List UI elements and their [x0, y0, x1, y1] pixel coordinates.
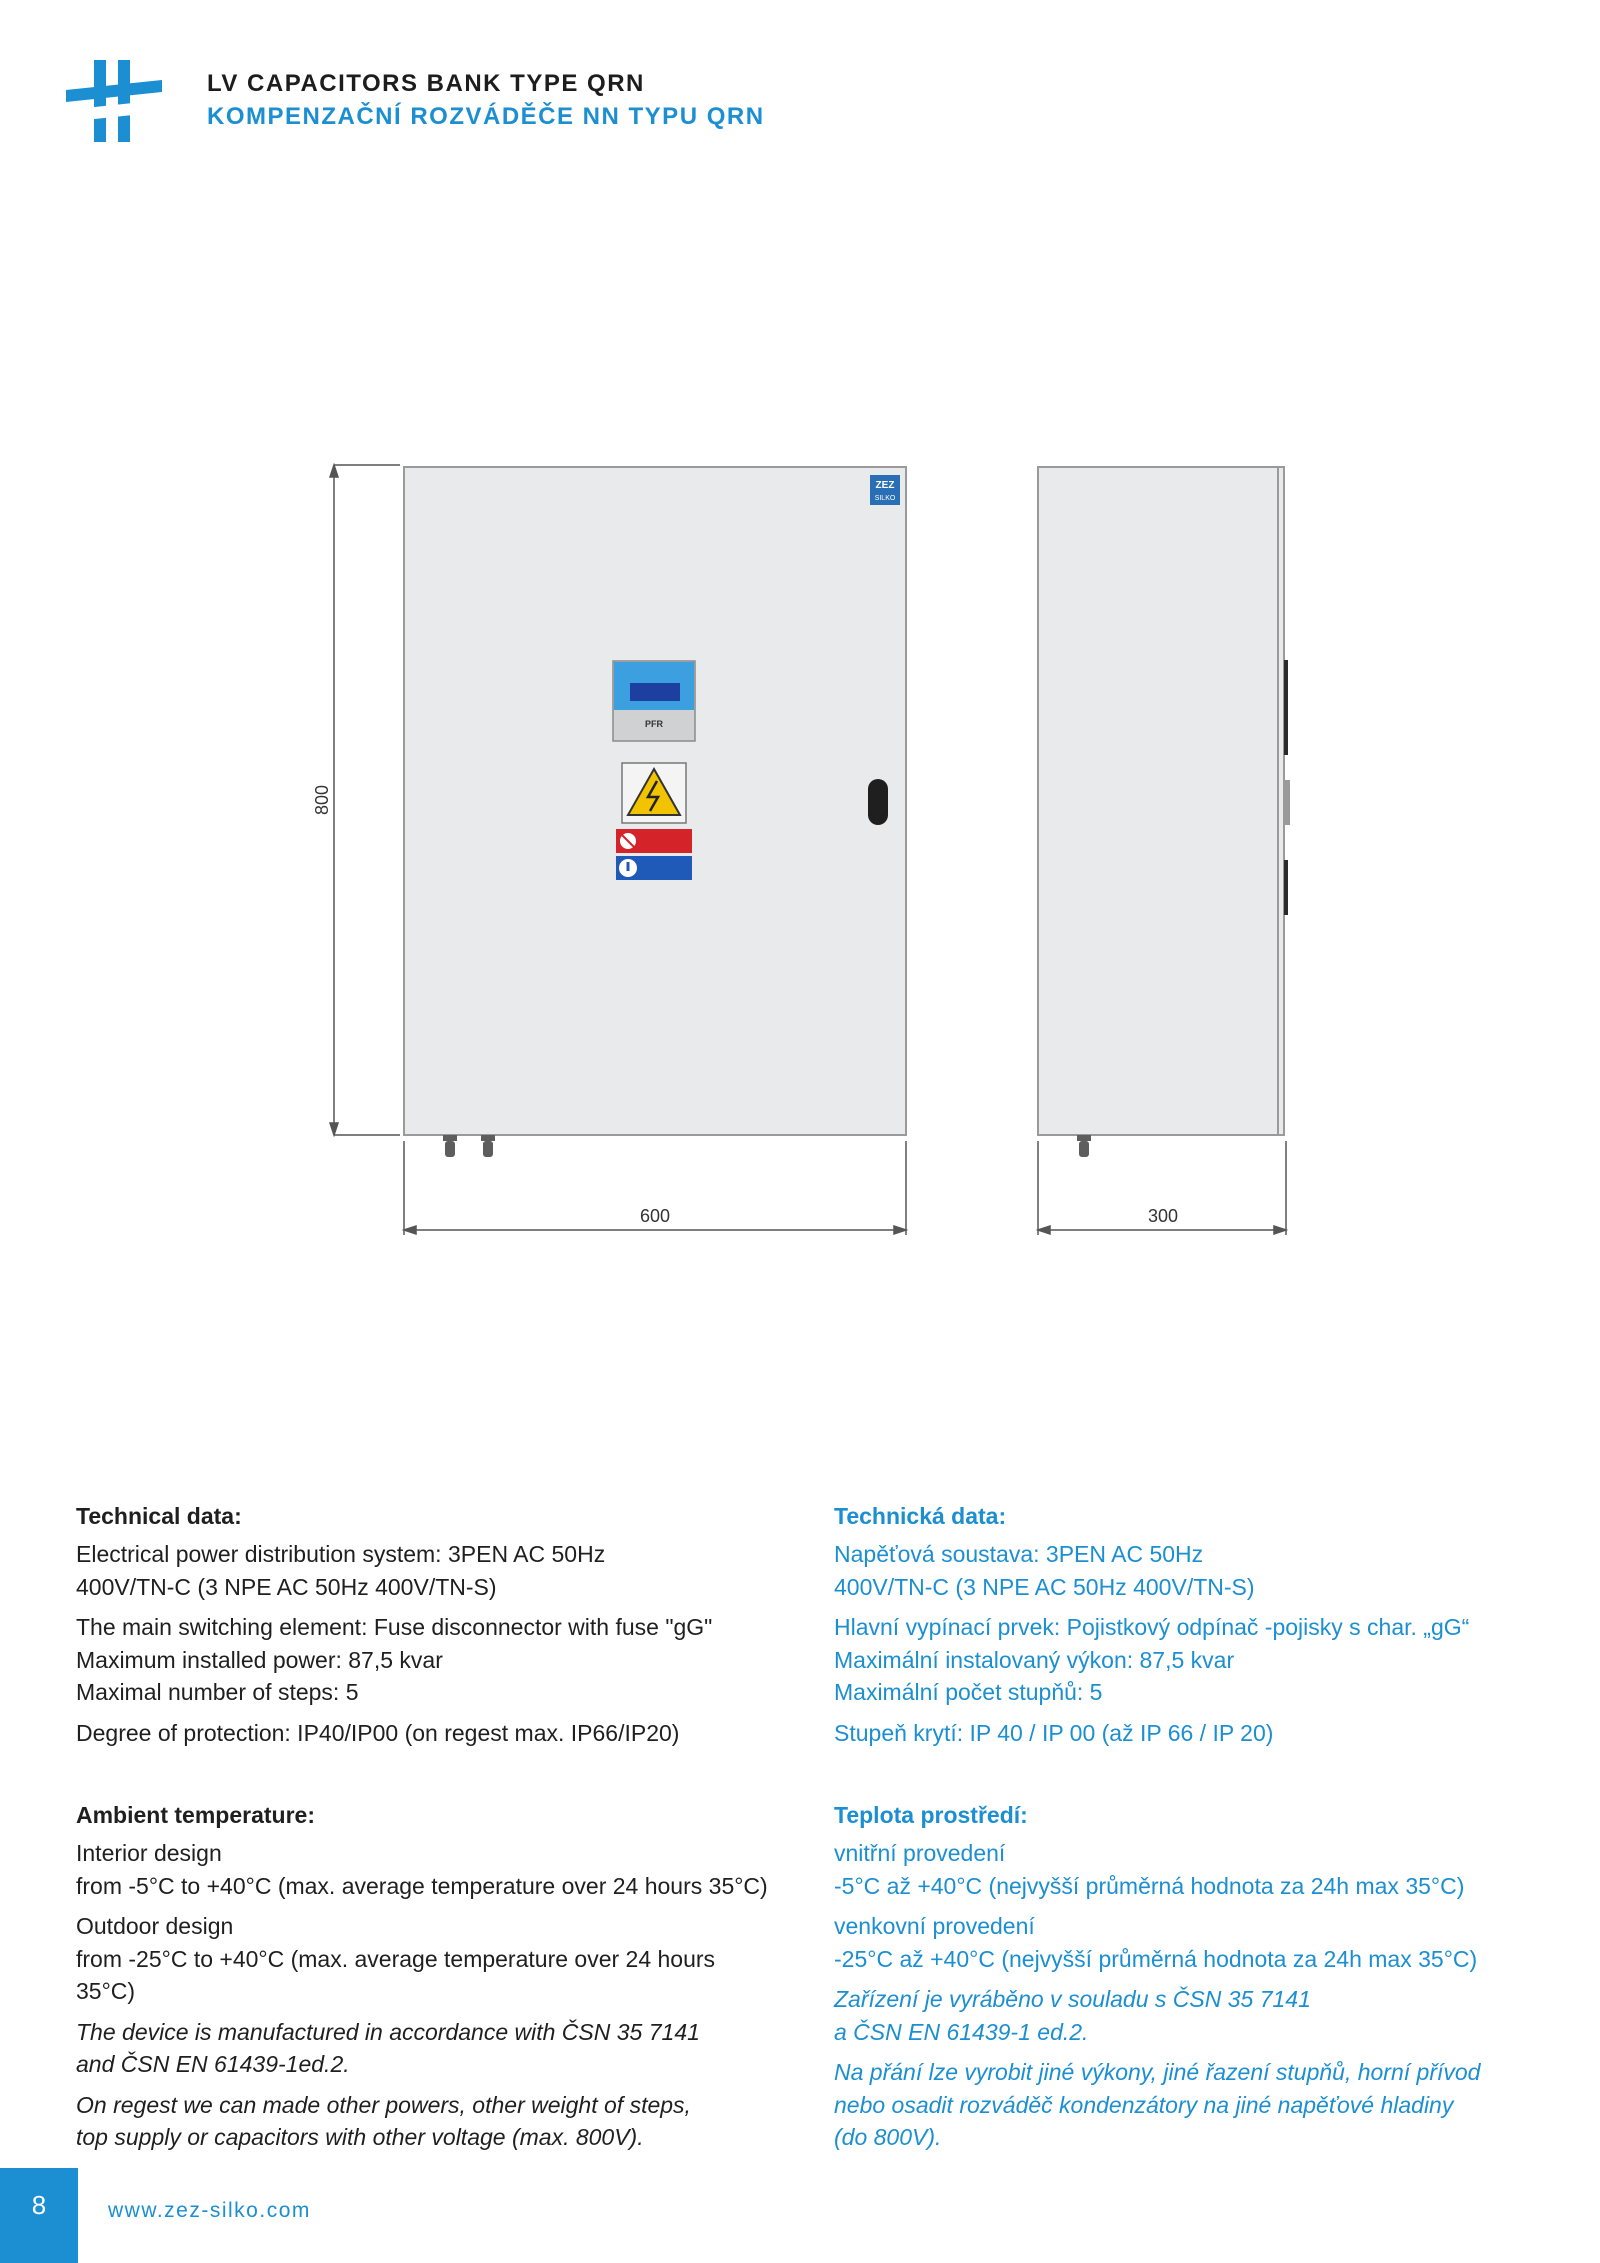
power-system-cz [834, 1538, 1574, 1603]
protection-en: Degree of protection: IP40/IP00 (on regest max. IP66/IP20) [76, 1719, 680, 1746]
outdoor-cz [834, 1910, 1574, 1975]
controller-label: PFR [645, 719, 663, 729]
outdoor-label-cz: venkovní provedení [834, 1913, 1035, 1939]
tech-heading-cz: Technická data: [834, 1503, 1007, 1529]
interior-en [76, 1837, 776, 1902]
request-en [76, 2089, 776, 2154]
cable-glands-front [443, 1135, 495, 1157]
czech-column [834, 1500, 1574, 2162]
standard-en-1: The device is manufactured in accordance with ČSN 35 7141 [76, 2018, 700, 2045]
tech-heading-en: Technical data: [76, 1503, 242, 1529]
request-cz-1: Na přání lze vyrobit jiné výkony, jiné řazení stupňů, horní přívod [834, 2059, 1481, 2085]
english-column [76, 1500, 776, 2162]
width-label: 600 [639, 1206, 671, 1226]
badge-line1: ZEZ [875, 480, 895, 491]
standard-en-2: and ČSN EN 61439-1ed.2. [76, 2051, 350, 2077]
standard-cz-1: Zařízení je vyráběno v souladu s ČSN 35 7141 [834, 1986, 1311, 2012]
interior-range-cz: -5°C až +40°C (nejvyšší průměrná hodnota za 24h max 35°C) [834, 1872, 1465, 1899]
interior-label-cz: vnitřní provedení [834, 1840, 1006, 1866]
standard-en [76, 2016, 776, 2081]
side-handle-profile [1284, 780, 1290, 825]
max-steps-cz: Maximální počet stupňů: 5 [834, 1679, 1103, 1705]
ambient-heading-cz: Teplota prostředí: [834, 1802, 1028, 1828]
outdoor-range-en: from -25°C to +40°C (max. average temperature over 24 hours 35°C) [76, 1945, 716, 2004]
company-logo [66, 60, 162, 142]
switching-en: The main switching element: Fuse disconnector with fuse "gG" [76, 1614, 713, 1640]
door-handle [868, 779, 888, 825]
height-label: 800 [312, 784, 332, 816]
request-cz [834, 2056, 1574, 2154]
ambient-heading-en: Ambient temperature: [76, 1802, 315, 1828]
request-en-2: top supply or capacitors with other voltage (max. 800V). [76, 2124, 644, 2150]
request-cz-2: nebo osadit rozváděč kondenzátory na jiné napěťové hladiny [834, 2091, 1454, 2118]
standard-cz-2: a ČSN EN 61439-1 ed.2. [834, 2018, 1089, 2045]
safety-label-blue [616, 856, 692, 880]
depth-label: 300 [1147, 1206, 1179, 1226]
power-system-cz-2: 400V/TN-C (3 NPE AC 50Hz 400V/TN-S) [834, 1573, 1255, 1600]
cabinet-side [1038, 467, 1284, 1135]
badge-line2: SILKO [874, 495, 896, 502]
outdoor-en [76, 1910, 776, 2008]
interior-range-en: from -5°C to +40°C (max. average temperature over 24 hours 35°C) [76, 1872, 768, 1899]
switching-cz: Hlavní vypínací prvek: Pojistkový odpínač -pojisky s char. „gG“ [834, 1614, 1470, 1640]
header-title-en: LV CAPACITORS BANK TYPE QRN [207, 70, 645, 97]
zez-silko-badge [870, 475, 900, 505]
interior-cz [834, 1837, 1574, 1902]
max-power-en: Maximum installed power: 87,5 kvar [76, 1646, 443, 1673]
website-link[interactable]: www.zez-silko.com [108, 2199, 311, 2222]
request-cz-3: (do 800V). [834, 2124, 942, 2150]
max-power-cz: Maximální instalovaný výkon: 87,5 kvar [834, 1646, 1235, 1673]
outdoor-range-cz: -25°C až +40°C (nejvyšší průměrná hodnota za 24h max 35°C) [834, 1945, 1478, 1972]
request-en-1: On regest we can made other powers, other weight of steps, [76, 2091, 691, 2118]
power-system-en-1: Electrical power distribution system: 3PEN AC 50Hz [76, 1541, 606, 1567]
height-dimension [330, 465, 400, 1135]
specs-en [76, 1611, 776, 1709]
interior-label-en: Interior design [76, 1840, 222, 1866]
standard-cz [834, 1983, 1574, 2048]
high-voltage-warning-icon [622, 763, 686, 823]
cabinet-drawing [300, 455, 1300, 1245]
protection-cz: Stupeň krytí: IP 40 / IP 00 (až IP 66 / IP 20) [834, 1719, 1274, 1746]
safety-label-red [616, 829, 692, 853]
pfr-controller [613, 661, 695, 741]
side-hinge-upper [1284, 660, 1288, 755]
specs-cz [834, 1611, 1574, 1709]
power-system-en [76, 1538, 776, 1603]
max-steps-en: Maximal number of steps: 5 [76, 1679, 359, 1705]
outdoor-label-en: Outdoor design [76, 1913, 234, 1939]
power-system-en-2: 400V/TN-C (3 NPE AC 50Hz 400V/TN-S) [76, 1573, 497, 1600]
page-number: 8 [31, 2190, 47, 2220]
power-system-cz-1: Napěťová soustava: 3PEN AC 50Hz [834, 1541, 1204, 1567]
header-title-cz: KOMPENZAČNÍ ROZVÁDĚČE NN TYPU QRN [207, 103, 765, 130]
side-hinge-lower [1284, 860, 1288, 915]
cable-gland-side [1077, 1135, 1091, 1157]
